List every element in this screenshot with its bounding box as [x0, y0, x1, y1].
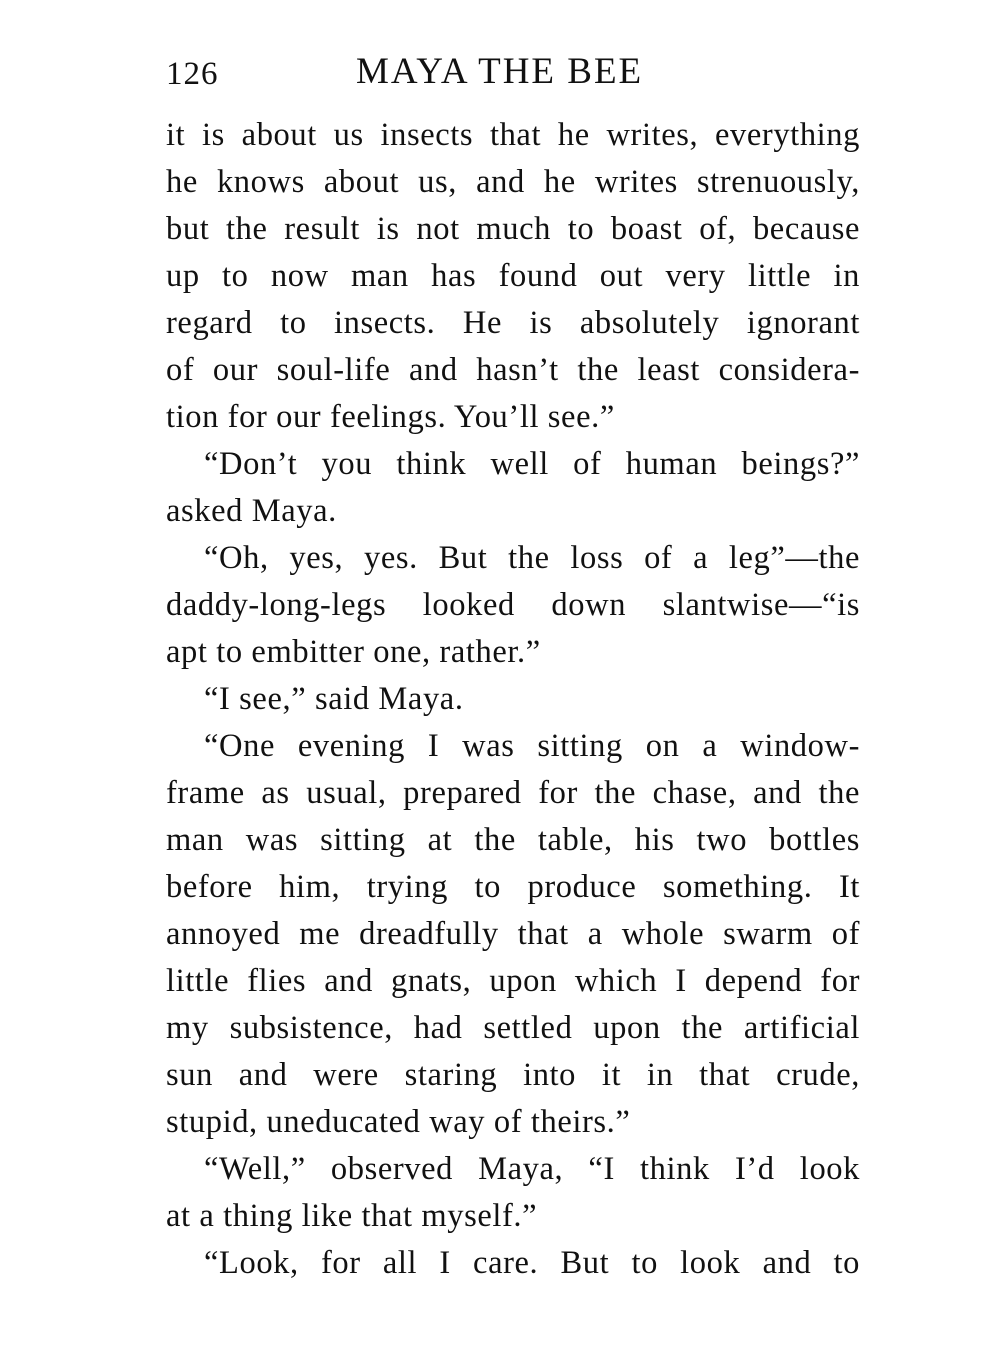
text-line: stupid, uneducated way of theirs.” [166, 1104, 631, 1140]
page-number: 126 [166, 56, 219, 92]
text-line: “Well,” observed Maya, “I think I’d look [204, 1151, 860, 1187]
text-line: but the result is not much to boast of, because [166, 211, 860, 247]
text-line: frame as usual, prepared for the chase, and the [166, 775, 860, 811]
text-line: at a thing like that myself.” [166, 1198, 538, 1234]
text-line: “Oh, yes, yes. But the loss of a leg”—the [204, 540, 860, 576]
text-line: daddy-long-legs looked down slantwise—“is [166, 587, 860, 623]
text-line: “Look, for all I care. But to look and to [204, 1245, 860, 1281]
text-line: up to now man has found out very little in [166, 258, 860, 294]
text-line: “I see,” said Maya. [204, 681, 464, 717]
text-line: before him, trying to produce something. It [166, 869, 860, 905]
text-line: sun and were staring into it in that crude, [166, 1057, 860, 1093]
text-line: annoyed me dreadfully that a whole swarm of [166, 916, 860, 952]
text-line: of our soul-life and hasn’t the least considera- [166, 352, 860, 388]
text-line: asked Maya. [166, 493, 337, 529]
book-page [166, 48, 860, 1287]
text-line: man was sitting at the table, his two bottles [166, 822, 860, 858]
text-line: my subsistence, had settled upon the artificial [166, 1010, 860, 1046]
book-title: MAYA THE BEE [356, 51, 644, 92]
text-line: regard to insects. He is absolutely ignorant [166, 305, 860, 341]
text-line: he knows about us, and he writes strenuously, [166, 164, 860, 200]
text-line: apt to embitter one, rather.” [166, 634, 541, 670]
text-line: “One evening I was sitting on a window- [204, 728, 860, 764]
text-line: “Don’t you think well of human beings?” [204, 446, 860, 482]
running-header [166, 48, 860, 108]
text-line: little flies and gnats, upon which I depend for [166, 963, 860, 999]
body-text [166, 112, 860, 1287]
text-line: it is about us insects that he writes, everything [166, 117, 860, 153]
text-line: tion for our feelings. You’ll see.” [166, 399, 615, 435]
